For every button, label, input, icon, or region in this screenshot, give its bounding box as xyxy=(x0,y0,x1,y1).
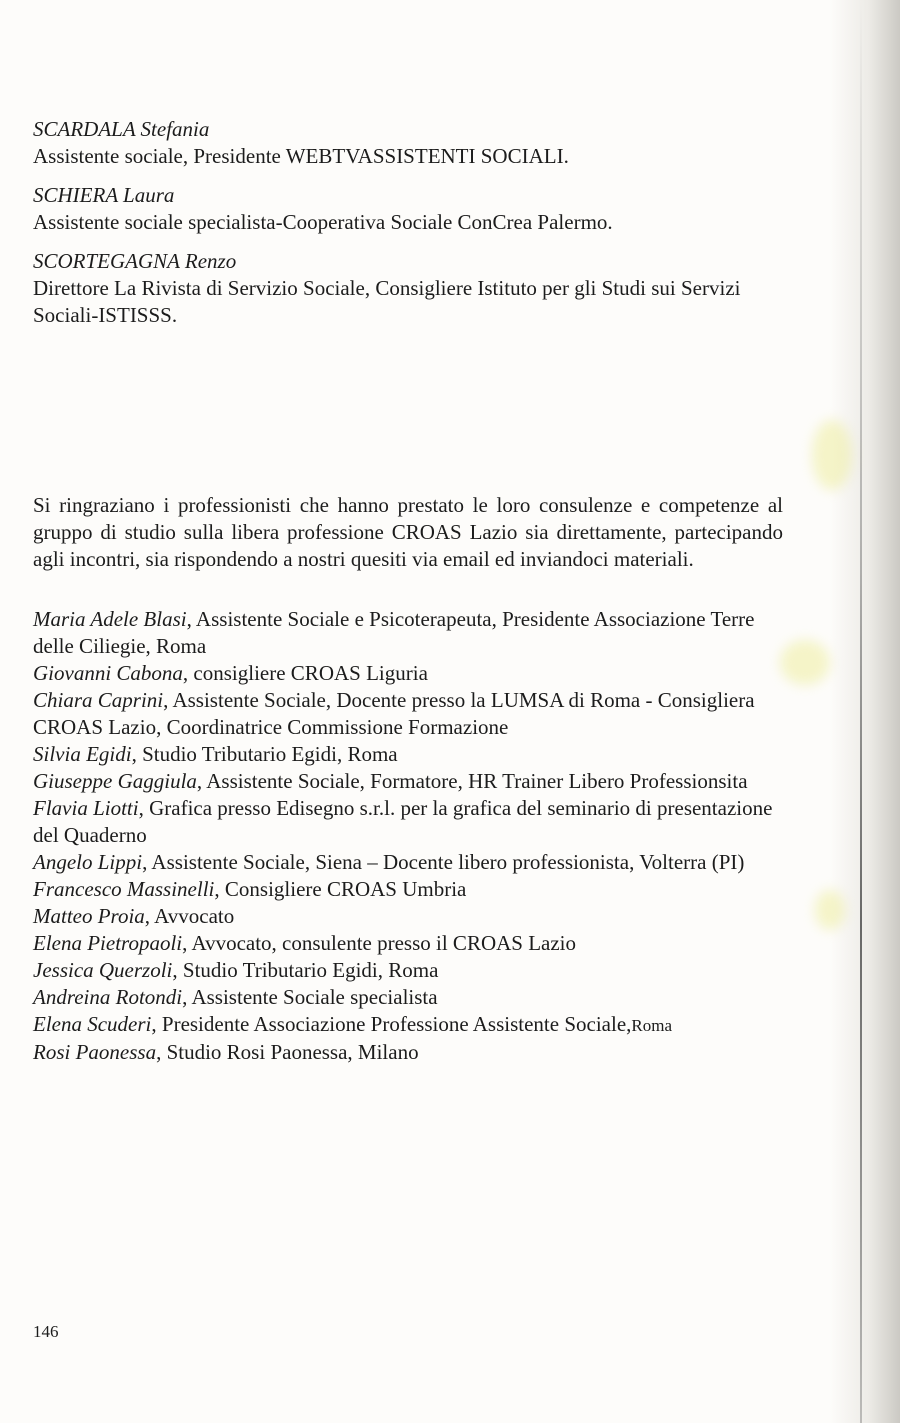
contributor-desc: , Avvocato xyxy=(144,904,235,928)
contributor-name: Francesco Massinelli xyxy=(33,877,215,901)
contributor-desc: , Grafica presso Edisegno s.r.l. per la grafica del seminario di presentazione del Quaderno xyxy=(33,796,773,847)
contributor-desc: , Assistente Sociale specialista xyxy=(182,985,438,1009)
contributor-item xyxy=(33,660,783,687)
member-name: SCARDALA Stefania xyxy=(33,117,210,141)
contributor-name: Maria Adele Blasi xyxy=(33,607,187,631)
contributor-desc: , Consigliere CROAS Umbria xyxy=(214,877,467,901)
contributor-item xyxy=(33,795,783,849)
page-binding-edge xyxy=(860,0,862,1423)
contributor-name: Giovanni Cabona xyxy=(33,661,183,685)
contributor-item xyxy=(33,849,783,876)
member-name: SCHIERA Laura xyxy=(33,183,175,207)
contributor-desc: , Studio Tributario Egidi, Roma xyxy=(172,958,439,982)
contributor-desc: , Presidente Associazione Professione Assistente Sociale, xyxy=(151,1012,632,1036)
contributor-name: Elena Scuderi xyxy=(33,1012,152,1036)
contributor-desc: , Assistente Sociale, Docente presso la LUMSA di Roma - Consigliera CROAS Lazio, Coordinatrice Commissione Formazione xyxy=(33,688,755,739)
member-role: Assistente sociale specialista-Cooperativa Sociale ConCrea Palermo. xyxy=(33,210,613,234)
member-role: Assistente sociale, Presidente WEBTVASSISTENTI SOCIALI. xyxy=(33,144,569,168)
contributor-name: Andreina Rotondi xyxy=(33,985,183,1009)
contributor-item xyxy=(33,903,783,930)
contributor-name: Flavia Liotti xyxy=(33,796,139,820)
contributor-item xyxy=(33,1011,783,1039)
member-entry xyxy=(33,182,783,236)
contributor-desc: , Studio Tributario Egidi, Roma xyxy=(131,742,398,766)
contributor-name: Elena Pietropaoli xyxy=(33,931,183,955)
contributor-item xyxy=(33,768,783,795)
contributor-name: Matteo Proia xyxy=(33,904,145,928)
member-role: Direttore La Rivista di Servizio Sociale, Consigliere Istituto per gli Studi sui Servizi Sociali-ISTISSS. xyxy=(33,276,741,327)
highlighter-stain xyxy=(815,890,845,930)
contributor-desc: , consigliere CROAS Liguria xyxy=(182,661,428,685)
highlighter-stain xyxy=(812,420,852,490)
contributor-desc: , Studio Rosi Paonessa, Milano xyxy=(156,1040,419,1064)
page-binding-shadow xyxy=(830,0,900,1423)
contributor-desc-suffix: Roma xyxy=(631,1016,672,1035)
contributor-name: Giuseppe Gaggiula xyxy=(33,769,197,793)
member-name: SCORTEGAGNA Renzo xyxy=(33,249,237,273)
contributors-list xyxy=(33,606,783,1066)
contributor-desc: , Assistente Sociale e Psicoterapeuta, Presidente Associazione Terre delle Ciliegie, Roma xyxy=(33,607,755,658)
contributor-desc: , Avvocato, consulente presso il CROAS Lazio xyxy=(182,931,577,955)
contributor-item xyxy=(33,957,783,984)
contributor-item xyxy=(33,1039,783,1066)
contributor-item xyxy=(33,930,783,957)
member-entry xyxy=(33,116,783,170)
contributor-item xyxy=(33,606,783,660)
contributor-item xyxy=(33,984,783,1011)
contributor-name: Silvia Egidi xyxy=(33,742,132,766)
highlighter-stain xyxy=(780,640,830,685)
contributor-item xyxy=(33,876,783,903)
contributor-item xyxy=(33,687,783,741)
contributor-name: Angelo Lippi xyxy=(33,850,143,874)
page-number: 146 xyxy=(33,1322,59,1341)
contributor-name: Jessica Querzoli xyxy=(33,958,173,982)
contributor-item xyxy=(33,741,783,768)
page-content xyxy=(33,116,783,1066)
acknowledgement-paragraph: Si ringraziano i professionisti che hanno prestato le loro consulenze e competenze al gruppo di studio sulla libera professione CROAS Lazio sia direttamente, partecipando agli incontri, sia rispondendo a nostri quesiti via email ed inviandoci materiali. xyxy=(33,493,783,571)
contributor-desc: , Assistente Sociale, Siena – Docente libero professionista, Volterra (PI) xyxy=(142,850,745,874)
member-entry xyxy=(33,248,783,329)
contributor-name: Chiara Caprini xyxy=(33,688,164,712)
contributor-desc: , Assistente Sociale, Formatore, HR Trainer Libero Professionsita xyxy=(196,769,748,793)
contributor-name: Rosi Paonessa xyxy=(33,1040,157,1064)
